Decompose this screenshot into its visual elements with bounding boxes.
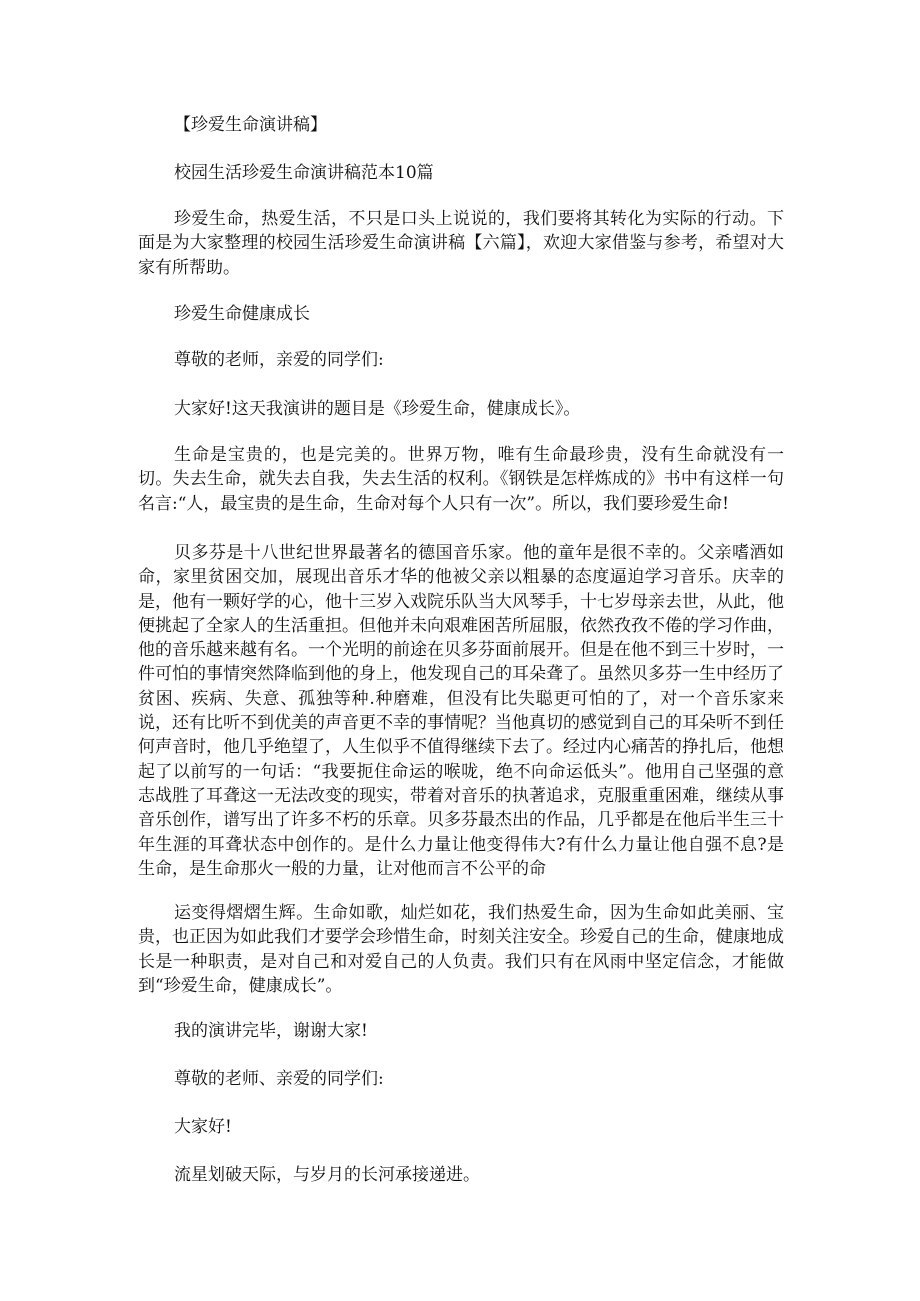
intro-paragraph: 珍爱生命，热爱生活，不只是口头上说说的，我们要将其转化为实际的行动。下面是为大家整理的校园生活珍爱生命演讲稿【六篇】，欢迎大家借鉴与参考，希望对大家有所帮助。 <box>138 209 784 278</box>
body-paragraph-start: 流星划破天际，与岁月的长河承接递进。 <box>174 1165 480 1185</box>
salutation: 尊敬的老师、亲爱的同学们: <box>174 1069 384 1089</box>
body-paragraph: 生命是宝贵的，也是完美的。世界万物，唯有生命最珍贵，没有生命就没有一切。失去生命，就失去自我，失去生活的权利。《钢铁是怎样炼成的》书中有这样一句名言:“人，最宝贵的是生命，生命对每个人只有一次”。所以，我们要珍爱生命! <box>138 445 784 514</box>
closing-line: 我的演讲完毕，谢谢大家! <box>174 1021 368 1041</box>
greeting: 大家好! <box>174 1117 232 1137</box>
salutation: 尊敬的老师，亲爱的同学们: <box>174 350 384 370</box>
body-paragraph: 贝多芬是十八世纪世界最著名的德国音乐家。他的童年是很不幸的。父亲嗜酒如命，家里贫困交加，展现出音乐才华的他被父亲以粗暴的态度逼迫学习音乐。庆幸的是，他有一颗好学的心，他十三岁入戏院乐队当大风琴手，十七岁母亲去世，从此，他便挑起了全家人的生活重担。但他并未向艰难困苦所屈服，依然孜孜不倦的学习作曲，他的音乐越来越有名。一个光明的前途在贝多芬面前展开。但是在他不到三十岁时，一件可怕的事情突然降临到他的身上，他发现自己的耳朵聋了。虽然贝多芬一生中经历了贫困、疾病、失意、孤独等种.种磨难，但没有比失聪更可怕的了，对一个音乐家来说，还有比听不到优美的声音更不幸的事情呢？当他真切的感觉到自己的耳朵听不到任何声音时，他几乎绝望了，人生似乎不值得继续下去了。经过内心痛苦的挣扎后，他想起了以前写的一句话：“我要扼住命运的喉咙，绝不向命运低头”。他用自己坚强的意志战胜了耳聋这一无法改变的现实，带着对音乐的执著追求，克服重重困难，继续从事音乐创作，谱写出了许多不朽的乐章。贝多芬最杰出的作品，几乎都是在他后半生三十年生涯的耳聋状态中创作的。是什么力量让他变得伟大?有什么力量让他自强不息?是生命，是生命那火一般的力量，让对他而言不公平的命 <box>138 543 784 879</box>
body-paragraph: 运变得熠熠生辉。生命如歌，灿烂如花，我们热爱生命，因为生命如此美丽、宝贵，也正因为如此我们才要学会珍惜生命，时刻关注安全。珍爱自己的生命，健康地成长是一种职责，是对自己和对爱自己的人负责。我们只有在风雨中坚定信念，才能做到“珍爱生命，健康成长”。 <box>138 903 784 996</box>
document-header-title: 【珍爱生命演讲稿】 <box>174 115 327 135</box>
section-title: 珍爱生命健康成长 <box>174 304 310 324</box>
greeting: 大家好!这天我演讲的题目是《珍爱生命，健康成长》。 <box>174 399 581 419</box>
document-subtitle: 校园生活珍爱生命演讲稿范本10篇 <box>174 163 434 183</box>
